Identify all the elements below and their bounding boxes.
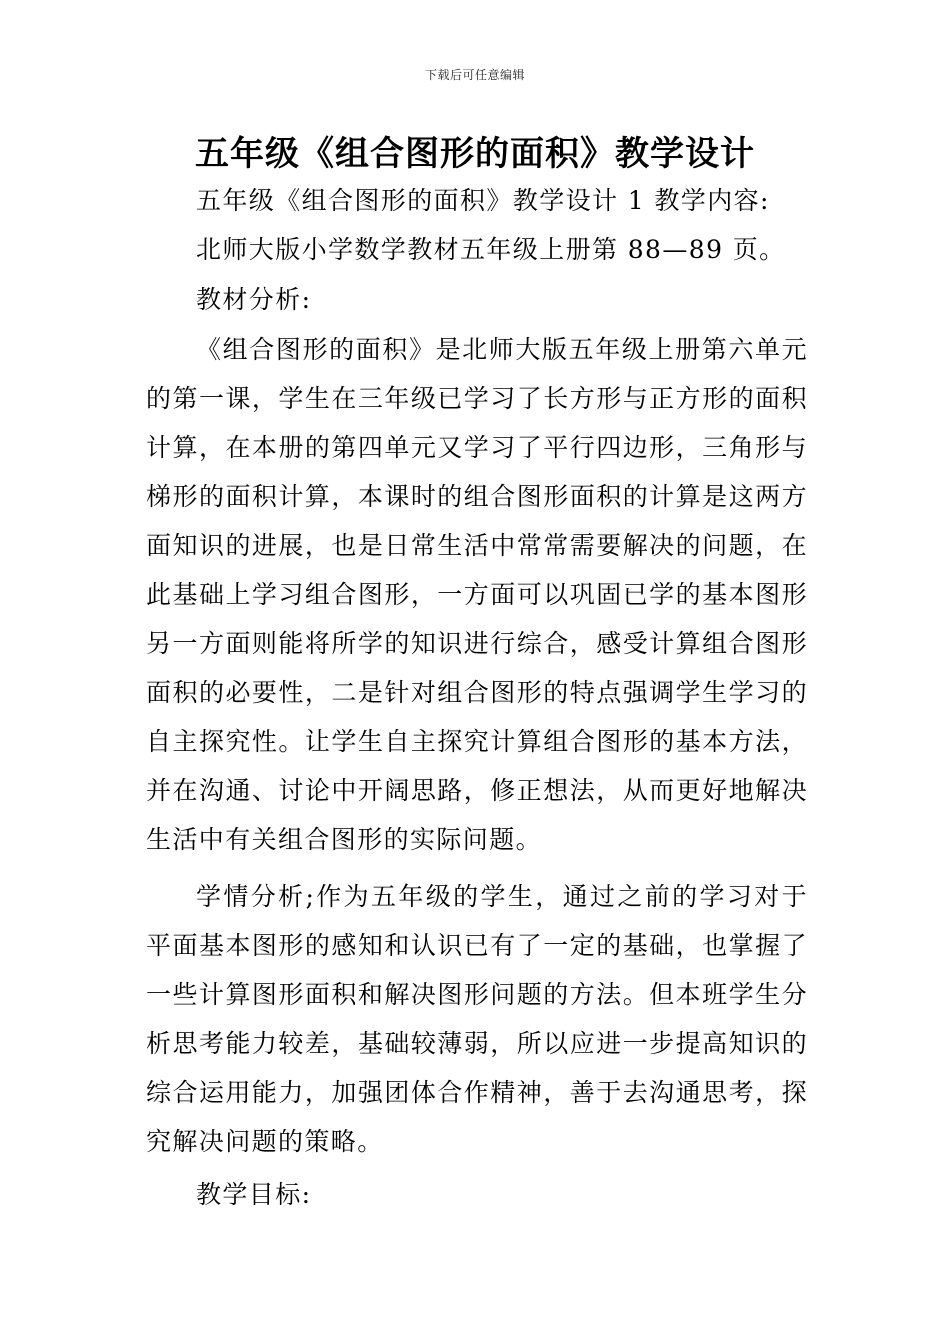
analysis-paragraph: 《组合图形的面积》是北师大版五年级上册第六单元的第一课，学生在三年级已学习了长方形与正方形的面积计算，在本册的第四单元又学习了平行四边形，三角形与梯形的面积计算，本课时的组合图形面积的计算是这两方面知识的进展，也是日常生活中常常需要解决的问题，在此基础上学习组合图形，一方面可以巩固已学的基本图形另一方面则能将所学的知识进行综合，感受计算组合图形面积的必要性，二是针对组合图形的特点强调学生学习的自主探究性。让学生自主探究计算组合图形的基本方法，并在沟通、讨论中开阔思路，修正想法，从而更好地解决生活中有关组合图形的实际问题。 (146, 335, 808, 854)
header-note: 下载后可任意编辑 (424, 68, 525, 82)
content-line: 北师大版小学数学教材五年级上册第 88—89 页。 (196, 235, 786, 264)
student-analysis-paragraph: 学情分析;作为五年级的学生，通过之前的学习对于平面基本图形的感知和认识已有了一定的基础，也掌握了一些计算图形面积和解决图形问题的方法。但本班学生分析思考能力较差，基础较薄弱，所以应进一步提高知识的综合运用能力，加强团体合作精神，善于去沟通思考，探究解决问题的策略。 (146, 882, 808, 1156)
intro-line: 五年级《组合图形的面积》教学设计 1 教学内容: (196, 186, 770, 215)
analysis-heading: 教材分析: (196, 285, 312, 314)
goals-heading: 教学目标: (196, 1180, 312, 1209)
document-title: 五年级《组合图形的面积》教学设计 (195, 134, 755, 174)
